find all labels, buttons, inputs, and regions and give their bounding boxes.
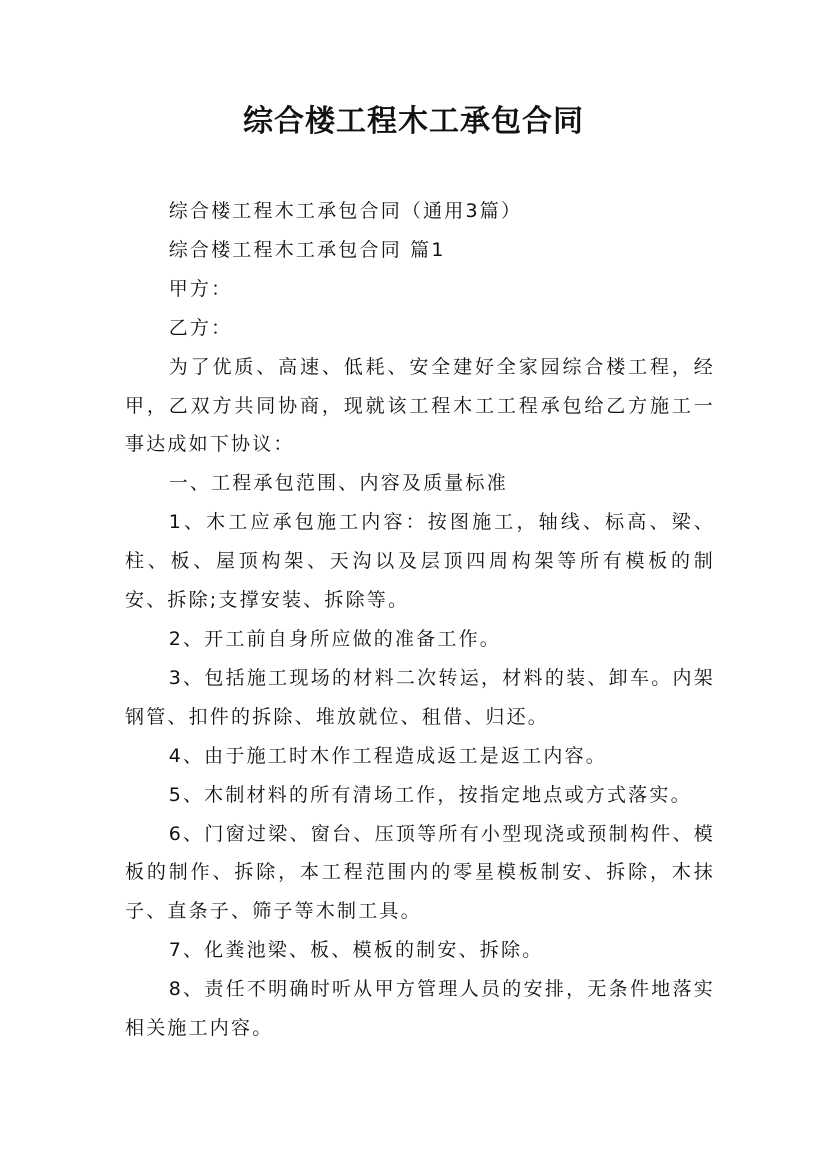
paragraph-item-2: 2、开工前自身所应做的准备工作。 (168, 627, 501, 650)
paragraph-party-a: 甲方： (168, 277, 233, 300)
document-title: 综合楼工程木工承包合同 (243, 104, 584, 139)
paragraph-item-7: 7、化粪池梁、板、模板的制安、拆除。 (168, 939, 544, 962)
paragraph-item-8: 8、责任不明确时听从甲方管理人员的安排，无条件地落实相关施工内容。 (125, 978, 715, 1040)
paragraph-section-heading: 综合楼工程木工承包合同 篇1 (168, 238, 446, 261)
paragraph-item-5: 5、木制材料的所有清场工作，按指定地点或方式落实。 (168, 783, 692, 806)
paragraph-party-b: 乙方： (168, 316, 233, 339)
paragraph-item-4: 4、由于施工时木作工程造成返工是返工内容。 (168, 744, 607, 767)
document-body (125, 192, 715, 1048)
paragraph-subtitle: 综合楼工程木工承包合同（通用3篇） (168, 200, 523, 222)
paragraph-clause-heading: 一、工程承包范围、内容及质量标准 (168, 472, 508, 495)
paragraph-intro: 为了优质、高速、低耗、安全建好全家园综合楼工程，经甲，乙双方共同协商，现就该工程木工工程承包给乙方施工一事达成如下协议： (125, 355, 715, 456)
paragraph-item-6: 6、门窗过梁、窗台、压顶等所有小型现浇或预制构件、模板的制作、拆除，本工程范围内的零星模板制安、拆除，木抹子、直条子、筛子等木制工具。 (125, 822, 715, 923)
paragraph-item-3: 3、包括施工现场的材料二次转运，材料的装、卸车。内架钢管、扣件的拆除、堆放就位、租借、归还。 (125, 666, 715, 728)
paragraph-item-1: 1、木工应承包施工内容：按图施工，轴线、标高、梁、柱、板、屋顶构架、天沟以及层顶四周构架等所有模板的制安、拆除;支撑安装、拆除等。 (125, 511, 715, 612)
